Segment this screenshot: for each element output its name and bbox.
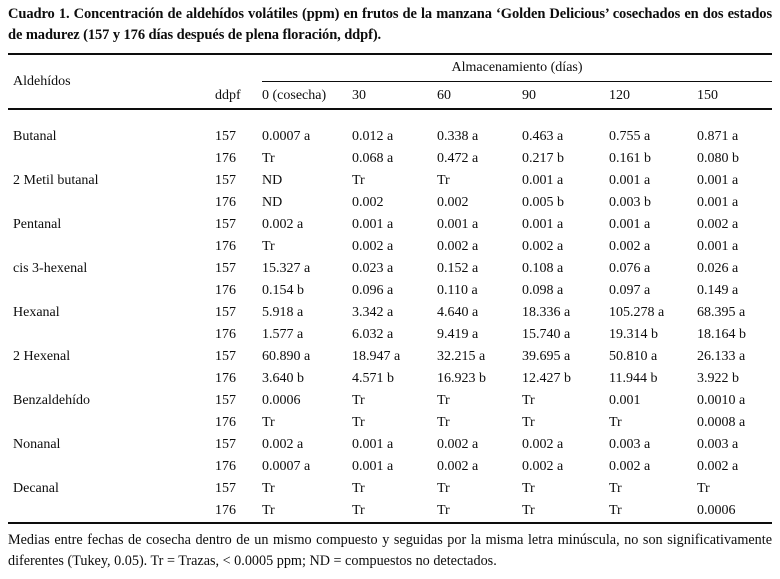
table-row [8,500,772,523]
value-cell: ND [262,173,283,188]
value-cell: ND [262,195,283,210]
ddpf-cell: 176 [215,327,236,342]
value-cell: 0.002 a [522,437,564,452]
value-cell: Tr [262,239,275,254]
value-cell: Tr [522,393,535,408]
table-row [8,192,772,214]
ddpf-cell: 157 [215,217,236,232]
value-cell: 18.164 b [697,327,746,342]
value-cell: 32.215 a [437,349,486,364]
value-cell: 0.110 a [437,283,478,298]
value-cell: 0.002 a [697,217,739,232]
table-row [8,434,772,456]
value-cell: 16.923 b [437,371,486,386]
compound-cell [8,148,201,170]
value-cell: 0.068 a [352,151,394,166]
value-cell: 0.463 a [522,129,564,144]
value-cell: 0.0006 [262,393,301,408]
column-header-day-0: 0 (cosecha) [262,82,352,110]
compound-cell [8,192,201,214]
value-cell: 0.002 a [697,459,739,474]
value-cell: 0.001 a [352,437,394,452]
value-cell: Tr [437,173,450,188]
value-cell: Tr [609,503,622,518]
value-cell: 0.001 a [697,239,739,254]
table-row [8,456,772,478]
ddpf-cell: 176 [215,503,236,518]
compound-cell: Hexanal [13,305,60,320]
value-cell: 3.342 a [352,305,394,320]
value-cell: 0.002 a [262,217,304,232]
value-cell: 0.003 b [609,195,651,210]
value-cell: Tr [262,503,275,518]
table-row [8,236,772,258]
ddpf-cell: 157 [215,173,236,188]
column-header-day-30: 30 [352,82,437,110]
value-cell: Tr [609,481,622,496]
ddpf-cell: 157 [215,481,236,496]
value-cell: Tr [609,415,622,430]
ddpf-cell: 157 [215,261,236,276]
value-cell: 1.577 a [262,327,304,342]
value-cell: 0.0007 a [262,129,311,144]
header-spacer-cell [201,54,262,82]
value-cell: Tr [437,503,450,518]
column-header-day-150: 150 [697,82,772,110]
value-cell: 0.152 a [437,261,479,276]
compound-cell: 2 Hexenal [13,349,71,364]
value-cell: 60.890 a [262,349,311,364]
value-cell: Tr [352,415,365,430]
column-header-aldehidos: Aldehídos [8,54,201,109]
table-row [8,170,772,192]
compound-cell [8,280,201,302]
value-cell: 5.918 a [262,305,304,320]
ddpf-cell: 157 [215,437,236,452]
ddpf-cell: 176 [215,415,236,430]
column-header-ddpf: ddpf [201,82,262,110]
table-row [8,478,772,500]
value-cell: 0.002 [352,195,384,210]
value-cell: 0.001 a [352,217,394,232]
table-footnote: Medias entre fechas de cosecha dentro de un mismo compuesto y seguidas por la misma letra minúscula, no son significativamente diferentes (Tukey, 0.05). Tr = Trazas, < 0.0005 ppm; ND = compuestos no detectados. [8,532,772,569]
value-cell: 0.002 [437,195,469,210]
value-cell: 0.023 a [352,261,394,276]
value-cell: 0.012 a [352,129,394,144]
table-row [8,214,772,236]
value-cell: Tr [697,481,710,496]
value-cell: Tr [262,481,275,496]
compound-cell: cis 3-hexenal [13,261,88,276]
table-row [8,258,772,280]
value-cell: 0.002 a [437,239,479,254]
value-cell: Tr [352,173,365,188]
value-cell: 0.002 a [522,239,564,254]
value-cell: 50.810 a [609,349,658,364]
table-row [8,302,772,324]
value-cell: 4.640 a [437,305,479,320]
value-cell: 18.947 a [352,349,401,364]
ddpf-cell: 157 [215,349,236,364]
value-cell: 0.001 [609,393,641,408]
table-body [8,109,772,523]
compound-cell [8,456,201,478]
header-row-group [8,54,772,82]
value-cell: 0.001 a [522,173,564,188]
value-cell: 0.154 b [262,283,304,298]
value-cell: 19.314 b [609,327,658,342]
table-caption: Cuadro 1. Concentración de aldehídos volátiles (ppm) en frutos de la manzana ‘Golden Delicious’ cosechados en dos estados de madurez (157 y 176 días después de plena floración, ddpf). [8,6,772,43]
value-cell: 0.005 b [522,195,564,210]
value-cell: 9.419 a [437,327,479,342]
compound-cell: Nonanal [13,437,61,452]
compound-cell: Butanal [13,129,57,144]
value-cell: Tr [522,415,535,430]
value-cell: Tr [352,503,365,518]
value-cell: 0.108 a [522,261,564,276]
value-cell: 0.001 a [352,459,394,474]
value-cell: 0.002 a [609,459,651,474]
table-row [8,109,772,148]
value-cell: 0.0006 [697,503,736,518]
value-cell: 0.003 a [609,437,651,452]
value-cell: Tr [352,481,365,496]
compound-cell: Pentanal [13,217,62,232]
value-cell: 0.001 a [609,173,651,188]
value-cell: 3.922 b [697,371,739,386]
value-cell: 15.327 a [262,261,311,276]
table-row [8,346,772,368]
column-group-header-almacenamiento: Almacenamiento (días) [262,54,772,82]
value-cell: 0.338 a [437,129,479,144]
value-cell: 0.001 a [697,173,739,188]
value-cell: 0.080 b [697,151,739,166]
ddpf-cell: 176 [215,195,236,210]
table-row [8,412,772,434]
value-cell: 0.002 a [609,239,651,254]
compound-cell: 2 Metil butanal [13,173,99,188]
table-header [8,54,772,109]
value-cell: Tr [262,151,275,166]
ddpf-cell: 157 [215,129,236,144]
value-cell: 68.395 a [697,305,746,320]
value-cell: 0.472 a [437,151,479,166]
table-row [8,148,772,170]
value-cell: Tr [352,393,365,408]
value-cell: 6.032 a [352,327,394,342]
value-cell: 0.002 a [262,437,304,452]
value-cell: Tr [437,393,450,408]
value-cell: Tr [522,503,535,518]
ddpf-cell: 176 [215,459,236,474]
value-cell: Tr [522,481,535,496]
value-cell: 0.0008 a [697,415,746,430]
compound-cell [8,500,201,523]
value-cell: 0.097 a [609,283,651,298]
value-cell: Tr [437,481,450,496]
ddpf-cell: 176 [215,151,236,166]
table-row [8,390,772,412]
ddpf-cell: 157 [215,393,236,408]
value-cell: 0.161 b [609,151,651,166]
ddpf-cell: 157 [215,305,236,320]
value-cell: 0.096 a [352,283,394,298]
compound-cell [8,236,201,258]
value-cell: 0.001 a [522,217,564,232]
table-row [8,280,772,302]
value-cell: 39.695 a [522,349,571,364]
value-cell: 0.098 a [522,283,564,298]
ddpf-cell: 176 [215,283,236,298]
compound-cell [8,368,201,390]
value-cell: 0.755 a [609,129,651,144]
value-cell: 4.571 b [352,371,394,386]
compound-cell [8,412,201,434]
paper-table-figure [8,4,772,572]
value-cell: 0.001 a [697,195,739,210]
aldehyde-table [8,53,772,524]
column-header-day-90: 90 [522,82,609,110]
value-cell: 0.076 a [609,261,651,276]
value-cell: Tr [262,415,275,430]
value-cell: 0.002 a [522,459,564,474]
value-cell: 0.002 a [352,239,394,254]
value-cell: 0.026 a [697,261,739,276]
value-cell: 0.003 a [697,437,739,452]
value-cell: 0.217 b [522,151,564,166]
value-cell: 12.427 b [522,371,571,386]
value-cell: 105.278 a [609,305,665,320]
value-cell: 0.149 a [697,283,739,298]
ddpf-cell: 176 [215,371,236,386]
value-cell: 3.640 b [262,371,304,386]
value-cell: 0.002 a [437,437,479,452]
value-cell: 0.001 a [609,217,651,232]
compound-cell [8,324,201,346]
column-header-day-60: 60 [437,82,522,110]
value-cell: Tr [437,415,450,430]
value-cell: 0.002 a [437,459,479,474]
table-row [8,324,772,346]
value-cell: 0.001 a [437,217,479,232]
value-cell: 0.871 a [697,129,739,144]
value-cell: 11.944 b [609,371,658,386]
ddpf-cell: 176 [215,239,236,254]
value-cell: 15.740 a [522,327,571,342]
compound-cell: Benzaldehído [13,393,90,408]
table-row [8,368,772,390]
column-header-day-120: 120 [609,82,697,110]
value-cell: 18.336 a [522,305,571,320]
value-cell: 26.133 a [697,349,746,364]
value-cell: 0.0010 a [697,393,746,408]
value-cell: 0.0007 a [262,459,311,474]
compound-cell: Decanal [13,481,59,496]
